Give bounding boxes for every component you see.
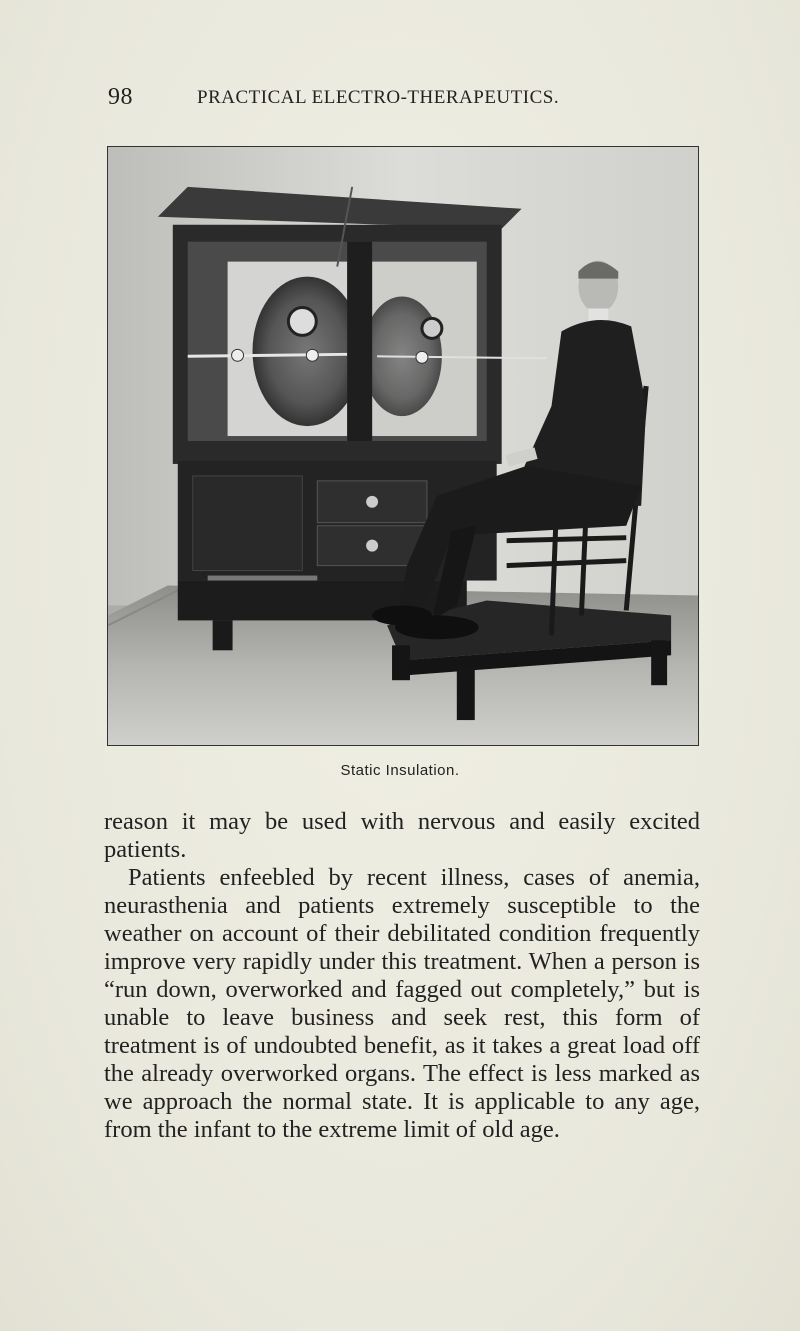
body-text xyxy=(104,808,700,1144)
paragraph-2: Patients enfeebled by recent illness, cases of anemia, neurasthenia and patients extremely susceptible to the weather on account of their debilitated condition frequently improve very rapidly under this treatment. When a person is “run down, overworked and fagged out completely,” but is unable to leave business and seek rest, this form of treatment is of undoubted benefit, as it takes a great load off the already overworked organs. The effect is less marked as we approach the normal state. It is applicable to any age, from the infant to the extreme limit of old age. xyxy=(104,864,700,1143)
paragraph-1: reason it may be used with nervous and easily excited patients. xyxy=(104,808,700,863)
static-insulation-photograph xyxy=(107,146,699,746)
running-title: PRACTICAL ELECTRO-THERAPEUTICS. xyxy=(197,87,560,108)
page-number: 98 xyxy=(108,84,133,110)
photograph-illustration xyxy=(108,147,698,745)
figure-caption: Static Insulation. xyxy=(340,762,460,779)
running-head xyxy=(108,84,708,114)
